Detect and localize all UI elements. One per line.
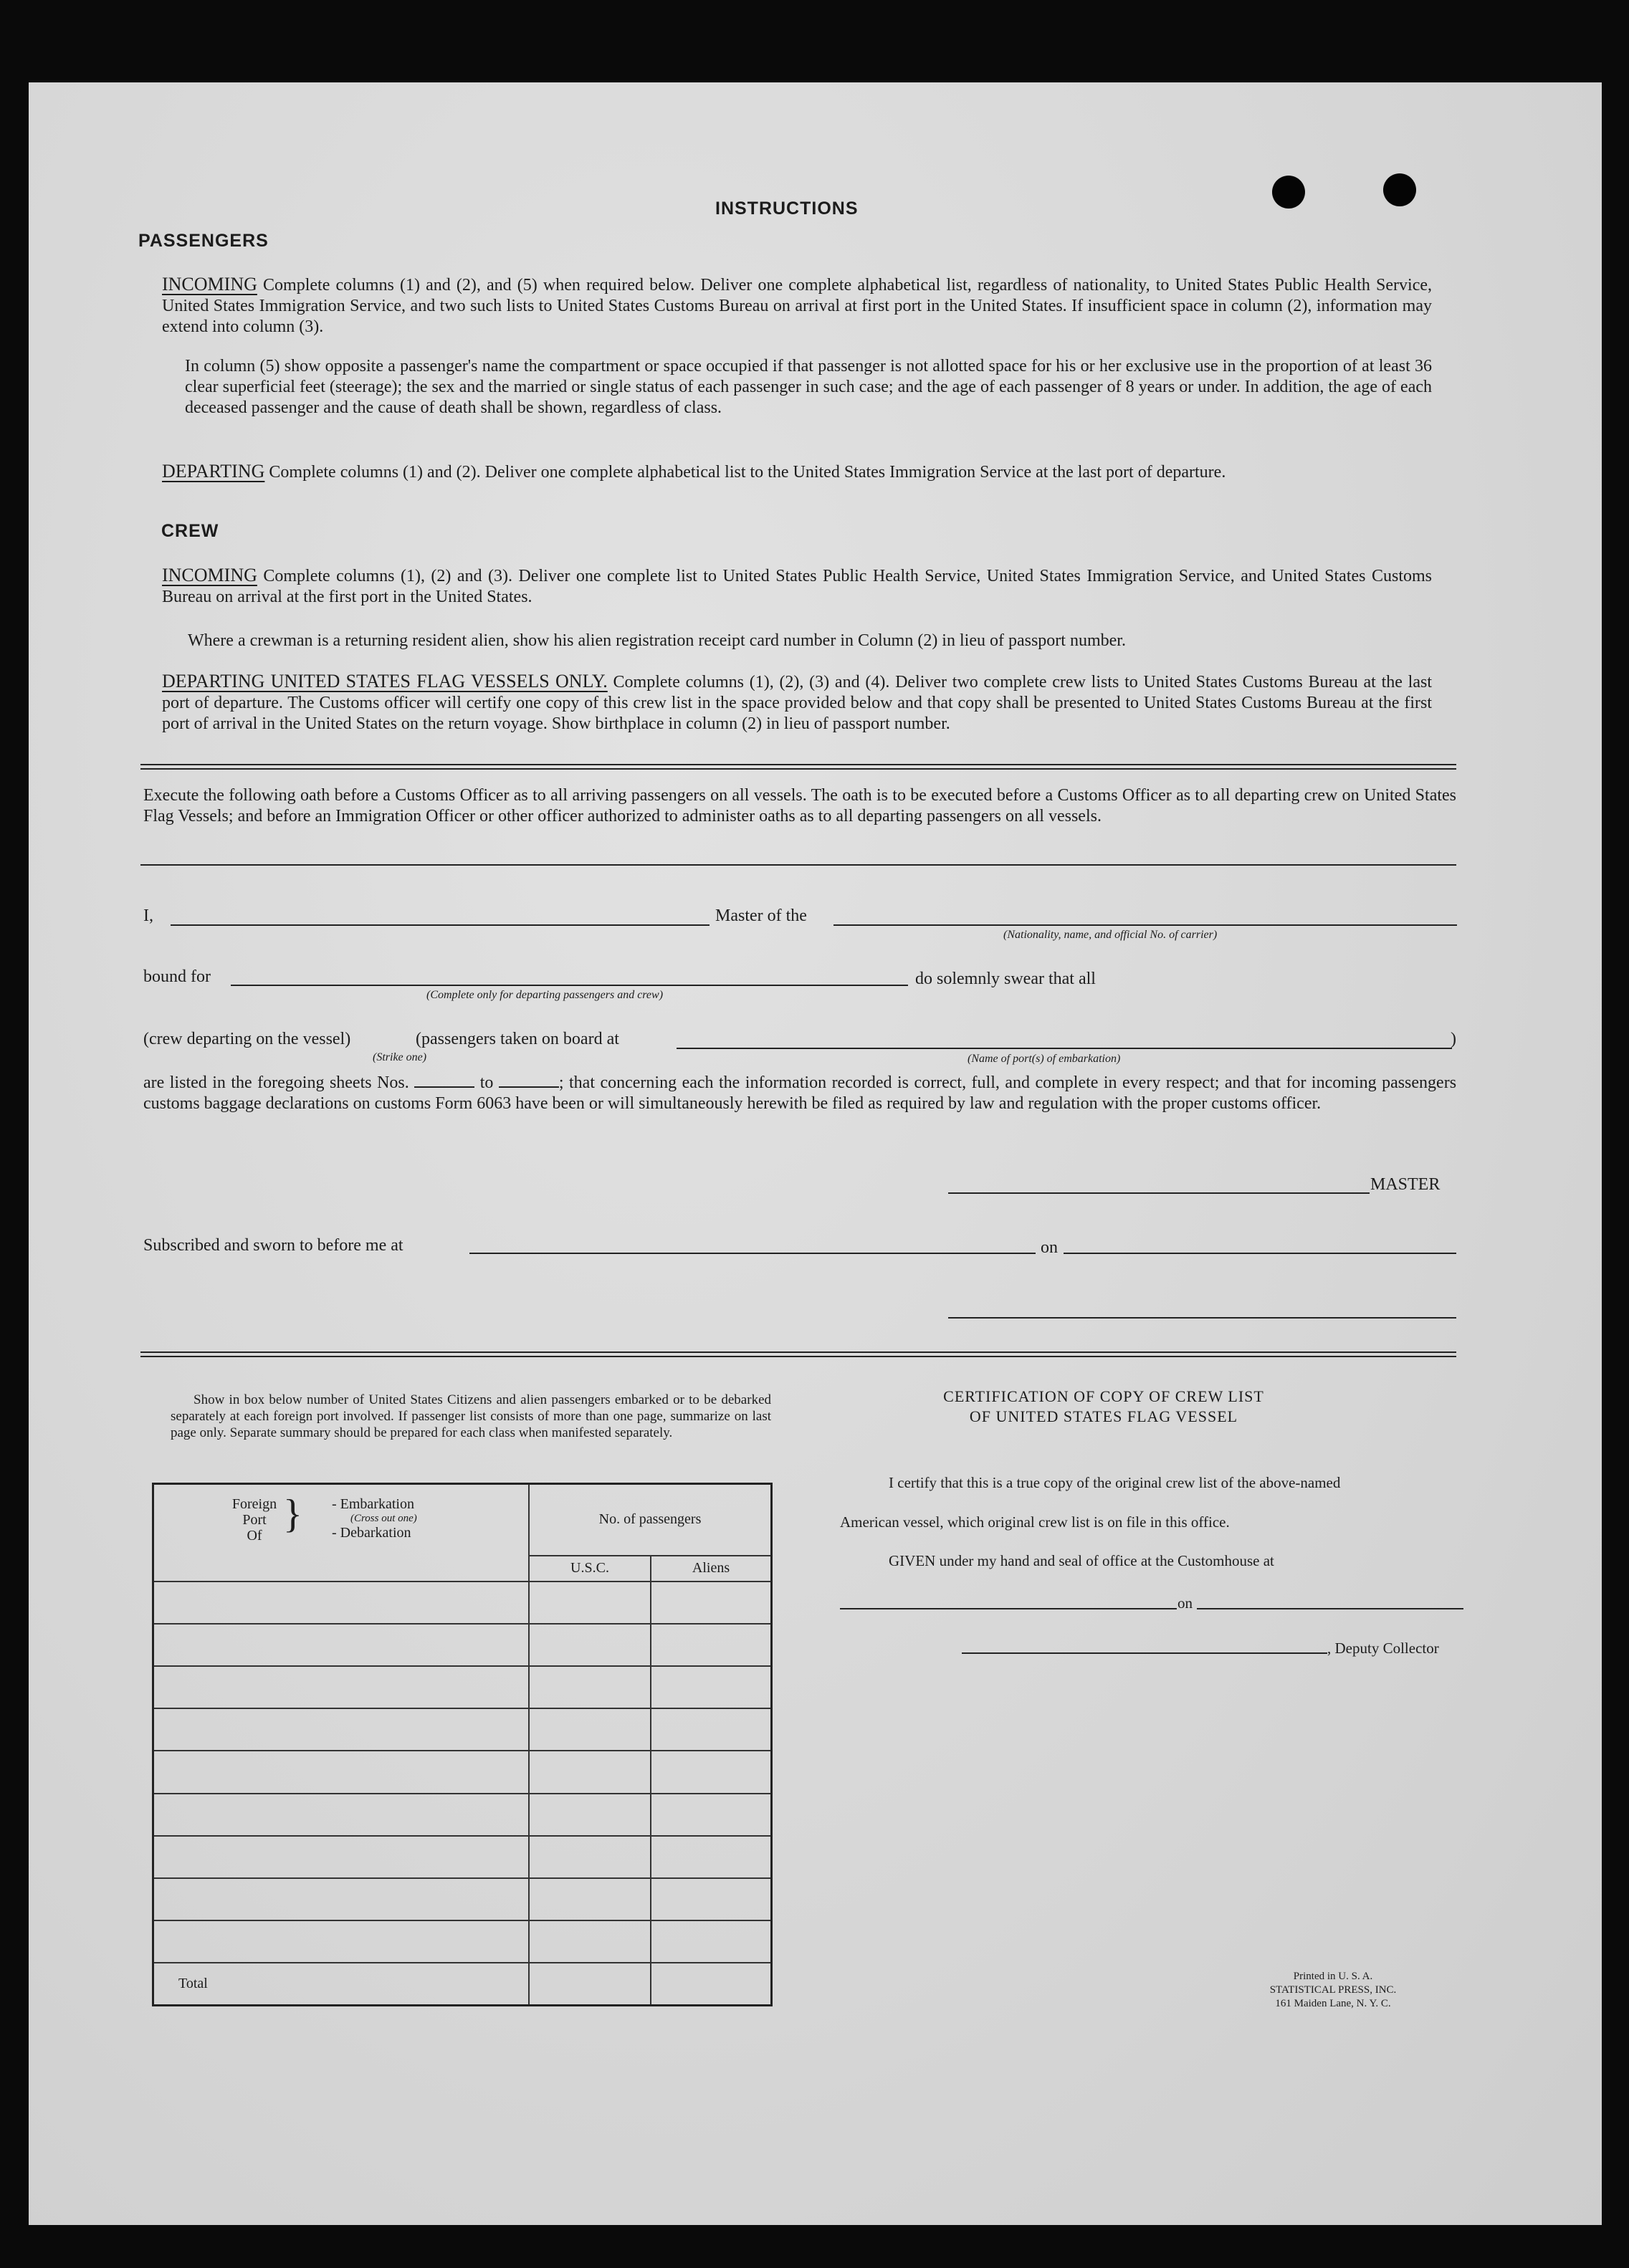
swear-label: do solemnly swear that all: [915, 970, 1096, 988]
passenger-summary-table: [152, 1483, 773, 2006]
master-of-label: Master of the: [715, 906, 807, 925]
certification-date-field[interactable]: [1197, 1608, 1463, 1609]
bound-caption: (Complete only for departing passengers and crew): [426, 989, 664, 1001]
passengers-heading: PASSENGERS: [138, 231, 269, 251]
listed-text-a: are listed in the foregoing sheets Nos.: [143, 1073, 409, 1092]
port-cell[interactable]: [153, 1878, 530, 1920]
usc-cell[interactable]: [529, 1794, 651, 1836]
aliens-total-cell[interactable]: [651, 1963, 772, 2005]
close-paren: ): [1451, 1030, 1456, 1048]
sworn-on-label: on: [1041, 1238, 1058, 1257]
aliens-cell[interactable]: [651, 1836, 772, 1878]
listed-text-b: ; that concerning each the information recorded is correct, full, and complete in every respect; and that for incoming passengers customs baggage declarations on customs Form 6063 have been or will simultaneously herewith be filed as required by law and regulation with the proper customs officer.: [143, 1073, 1457, 1113]
certification-title-line1: CERTIFICATION OF COPY OF CREW LIST: [943, 1387, 1264, 1405]
passengers-incoming-note: In column (5) show opposite a passenger's name the compartment or space occupied if that passenger is not allotted space for his or her exclusive use in the proportion of at least 36 clear superficial feet (steerage); the sex and the married or single status of each passenger in such case; and the age of each passenger of 8 years or under. In addition, the age of each deceased passenger and the cause of death shall be shown, regardless of class.: [185, 357, 1432, 417]
brace: }: [283, 1492, 302, 1536]
bound-for-label: bound for: [143, 967, 211, 986]
bound-for-field[interactable]: [231, 985, 908, 986]
printer-line1: Printed in U. S. A.: [1293, 1971, 1373, 1982]
aliens-cell[interactable]: [651, 1878, 772, 1920]
foreign-word: Foreign: [231, 1496, 277, 1512]
port-cell[interactable]: [153, 1708, 530, 1751]
usc-cell[interactable]: [529, 1878, 651, 1920]
officer-signature-field[interactable]: [948, 1317, 1456, 1319]
aliens-header: Aliens: [651, 1556, 772, 1582]
port-cell[interactable]: [153, 1666, 530, 1708]
of-word: Of: [247, 1528, 262, 1544]
oath-intro: Execute the following oath before a Customs Officer as to all arriving passengers on all vessels. The oath is to be executed before a Customs Officer as to all departing crew on United States Flag Vessels; and before an Immigration Officer or other officer authorized to administer oaths as to all departing passengers on all vessels.: [143, 786, 1456, 826]
certification-title: [860, 1387, 1347, 1427]
passengers-taken-option[interactable]: (passengers taken on board at: [416, 1030, 619, 1048]
port-cell[interactable]: [153, 1582, 530, 1624]
punch-hole: [1272, 176, 1305, 209]
cross-out-caption: (Cross out one): [350, 1513, 417, 1524]
usc-cell[interactable]: [529, 1836, 651, 1878]
oath-i-label: I,: [143, 906, 153, 925]
aliens-cell[interactable]: [651, 1794, 772, 1836]
crew-incoming-note: Where a crewman is a returning resident alien, show his alien registration receipt card number in Column (2) in lieu of passport number.: [188, 631, 1126, 650]
debarkation-option[interactable]: - Debarkation: [332, 1525, 411, 1541]
certification-on-label: on: [1177, 1594, 1193, 1612]
usc-cell[interactable]: [529, 1666, 651, 1708]
crew-departing-block: [162, 671, 1432, 735]
subscribed-label: Subscribed and sworn to before me at: [143, 1236, 403, 1255]
box-instructions: Show in box below number of United States Citizens and alien passengers embarked or to be debarked separately at each foreign port involved. If passenger list consists of more than one page, summarize on last page only. Separate summary should be prepared for each class when manifested separately.: [171, 1392, 771, 1440]
passengers-incoming-block: [162, 274, 1432, 338]
passengers-incoming-text: Complete columns (1) and (2), and (5) when required below. Deliver one complete alphabetical list, regardless of nationality, to United States Public Health Service, United States Immigration Service, and two such lists to United States Customs Bureau on arrival at first port in the United States. If insufficient space in column (2), information may extend into column (3).: [162, 276, 1433, 336]
passengers-departing-label: DEPARTING: [162, 461, 265, 482]
port-cell[interactable]: [153, 1794, 530, 1836]
section-divider: [140, 1351, 1456, 1357]
customhouse-field[interactable]: [840, 1608, 1177, 1609]
total-label: Total: [153, 1963, 530, 2005]
master-label: MASTER: [1370, 1175, 1441, 1194]
crew-incoming-text: Complete columns (1), (2) and (3). Deliver one complete list to United States Public Health Service, United States Immigration Service, and United States Customs Bureau on arrival at the first port in the United States.: [162, 567, 1432, 606]
instructions-title: INSTRUCTIONS: [715, 198, 859, 219]
strike-one-caption: (Strike one): [373, 1051, 427, 1063]
port-word: Port: [242, 1512, 267, 1528]
listed-statement: [143, 1073, 1456, 1114]
ports-caption: (Name of port(s) of embarkation): [968, 1053, 1121, 1065]
sworn-date-field[interactable]: [1064, 1253, 1456, 1254]
port-cell[interactable]: [153, 1920, 530, 1963]
aliens-cell[interactable]: [651, 1582, 772, 1624]
carrier-field[interactable]: [833, 924, 1457, 926]
passengers-departing-block: [162, 461, 1432, 483]
ports-field[interactable]: [677, 1048, 1452, 1049]
crew-departing-text: Complete columns (1), (2), (3) and (4). Deliver two complete crew lists to United States Customs Bureau at the last port of departure. The Customs officer will certify one copy of this crew list in the space provided below and that copy shall be presented to United States Customs Bureau at the first port of arrival in the United States on the return voyage. Show birthplace in column (2) in lieu of passport number.: [162, 673, 1433, 733]
section-divider: [140, 764, 1456, 770]
passengers-incoming-label: INCOMING: [162, 274, 257, 295]
usc-total-cell[interactable]: [529, 1963, 651, 2005]
section-divider: [140, 864, 1456, 866]
deputy-collector-label: , Deputy Collector: [1327, 1640, 1439, 1657]
usc-cell[interactable]: [529, 1708, 651, 1751]
crew-departing-label: DEPARTING UNITED STATES FLAG VESSELS ONLY.: [162, 671, 608, 692]
crew-incoming-block: [162, 565, 1432, 608]
punch-hole: [1383, 173, 1416, 206]
certify-line2: American vessel, which original crew list is on file in this office.: [840, 1513, 1230, 1531]
no-of-passengers-header: No. of passengers: [529, 1484, 772, 1556]
sheet-from-field[interactable]: [414, 1073, 474, 1088]
carrier-caption: (Nationality, name, and official No. of carrier): [1003, 929, 1218, 941]
crew-incoming-label: INCOMING: [162, 565, 257, 585]
port-cell[interactable]: [153, 1624, 530, 1666]
aliens-cell[interactable]: [651, 1666, 772, 1708]
certify-line1: I certify that this is a true copy of the original crew list of the above-named: [889, 1474, 1341, 1491]
certification-title-line2: OF UNITED STATES FLAG VESSEL: [969, 1407, 1238, 1425]
crew-departing-option[interactable]: (crew departing on the vessel): [143, 1030, 351, 1048]
listed-to: to: [479, 1073, 494, 1092]
given-text: GIVEN under my hand and seal of office at the Customhouse at: [889, 1552, 1274, 1569]
passengers-departing-text: Complete columns (1) and (2). Deliver one complete alphabetical list to the United States Immigration Service at the last port of departure.: [269, 463, 1226, 482]
port-cell[interactable]: [153, 1751, 530, 1793]
aliens-cell[interactable]: [651, 1920, 772, 1963]
foreign-port-of-label: [229, 1496, 280, 1544]
usc-cell[interactable]: [529, 1582, 651, 1624]
master-name-field[interactable]: [171, 924, 710, 926]
port-cell[interactable]: [153, 1836, 530, 1878]
port-header-cell: [153, 1484, 530, 1582]
usc-header: U.S.C.: [529, 1556, 651, 1582]
deputy-signature-field[interactable]: [962, 1652, 1327, 1654]
aliens-cell[interactable]: [651, 1624, 772, 1666]
crew-heading: CREW: [161, 521, 219, 541]
printer-line2: STATISTICAL PRESS, INC.: [1269, 1984, 1397, 1996]
printer-imprint: [1218, 1970, 1448, 2011]
printer-line3: 161 Maiden Lane, N. Y. C.: [1275, 1998, 1391, 2009]
usc-cell[interactable]: [529, 1624, 651, 1666]
embark-debark-label: [332, 1496, 417, 1541]
sworn-place-field[interactable]: [469, 1253, 1036, 1254]
usc-cell[interactable]: [529, 1751, 651, 1793]
aliens-cell[interactable]: [651, 1751, 772, 1793]
embarkation-option[interactable]: - Embarkation: [332, 1496, 414, 1512]
master-signature-field[interactable]: [948, 1192, 1370, 1194]
sheet-to-field[interactable]: [499, 1073, 559, 1088]
aliens-cell[interactable]: [651, 1708, 772, 1751]
usc-cell[interactable]: [529, 1920, 651, 1963]
